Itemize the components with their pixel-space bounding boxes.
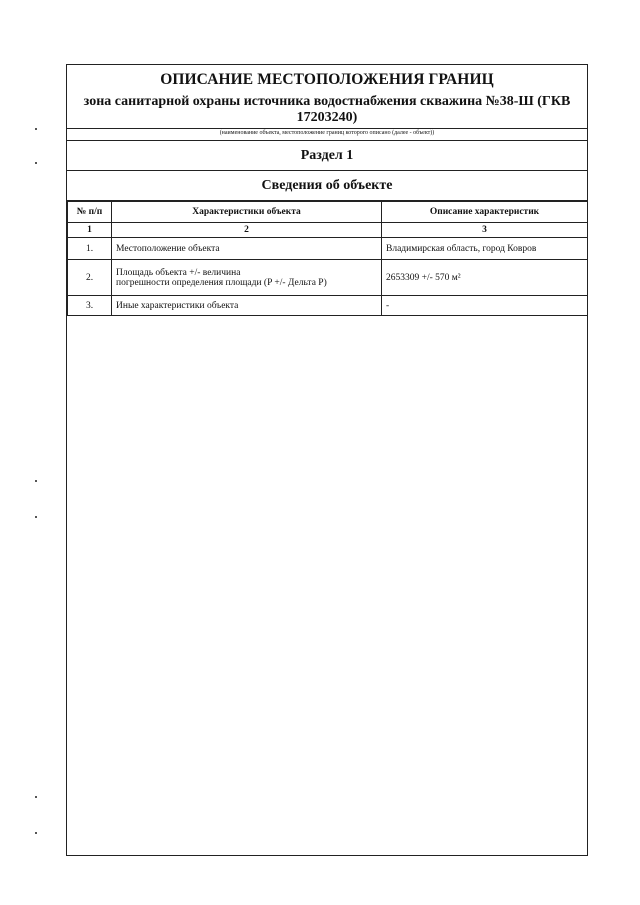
section-block [67, 141, 587, 171]
document-subtitle: зона санитарной охраны источника водостнабжения скважина №38-Ш (ГКВ 17203240) [83, 94, 571, 125]
row-characteristic-line: погрешности определения площади (P +/- Дельта P) [116, 277, 327, 288]
scan-mark [35, 832, 37, 834]
row-number: 1. [68, 238, 112, 260]
row-description: 2653309 +/- 570 м² [382, 260, 588, 296]
row-characteristic-line: Площадь объекта +/- величина [116, 267, 241, 278]
row-characteristic: Иные характеристики объекта [112, 296, 382, 316]
column-number: 1 [68, 223, 112, 238]
column-number: 3 [382, 223, 588, 238]
section-number: Раздел 1 [300, 148, 354, 163]
header-number: № п/п [68, 202, 112, 223]
object-caption: (наименование объекта, местоположение границ которого описано (далее - объект)) [219, 130, 435, 136]
row-number: 2. [68, 260, 112, 296]
document-title: ОПИСАНИЕ МЕСТОПОЛОЖЕНИЯ ГРАНИЦ [160, 71, 494, 88]
section-title-block [67, 171, 587, 201]
section-title: Сведения об объекте [261, 178, 393, 193]
scan-mark [35, 796, 37, 798]
row-characteristic [112, 260, 382, 296]
title-block [67, 65, 587, 129]
header-characteristic: Характеристики объекта [112, 202, 382, 223]
table-row [68, 260, 588, 296]
scan-mark [35, 516, 37, 518]
scan-mark [35, 480, 37, 482]
caption-block [67, 129, 587, 141]
scan-mark [35, 128, 37, 130]
column-number: 2 [112, 223, 382, 238]
table-row [68, 296, 588, 316]
row-description: - [382, 296, 588, 316]
table-row [68, 238, 588, 260]
table-header-row [68, 202, 588, 223]
scan-mark [35, 162, 37, 164]
row-number: 3. [68, 296, 112, 316]
object-info-table [67, 201, 588, 316]
header-description: Описание характеристик [382, 202, 588, 223]
column-number-row [68, 223, 588, 238]
row-characteristic: Местоположение объекта [112, 238, 382, 260]
row-description: Владимирская область, город Ковров [382, 238, 588, 260]
document-frame [66, 64, 588, 856]
